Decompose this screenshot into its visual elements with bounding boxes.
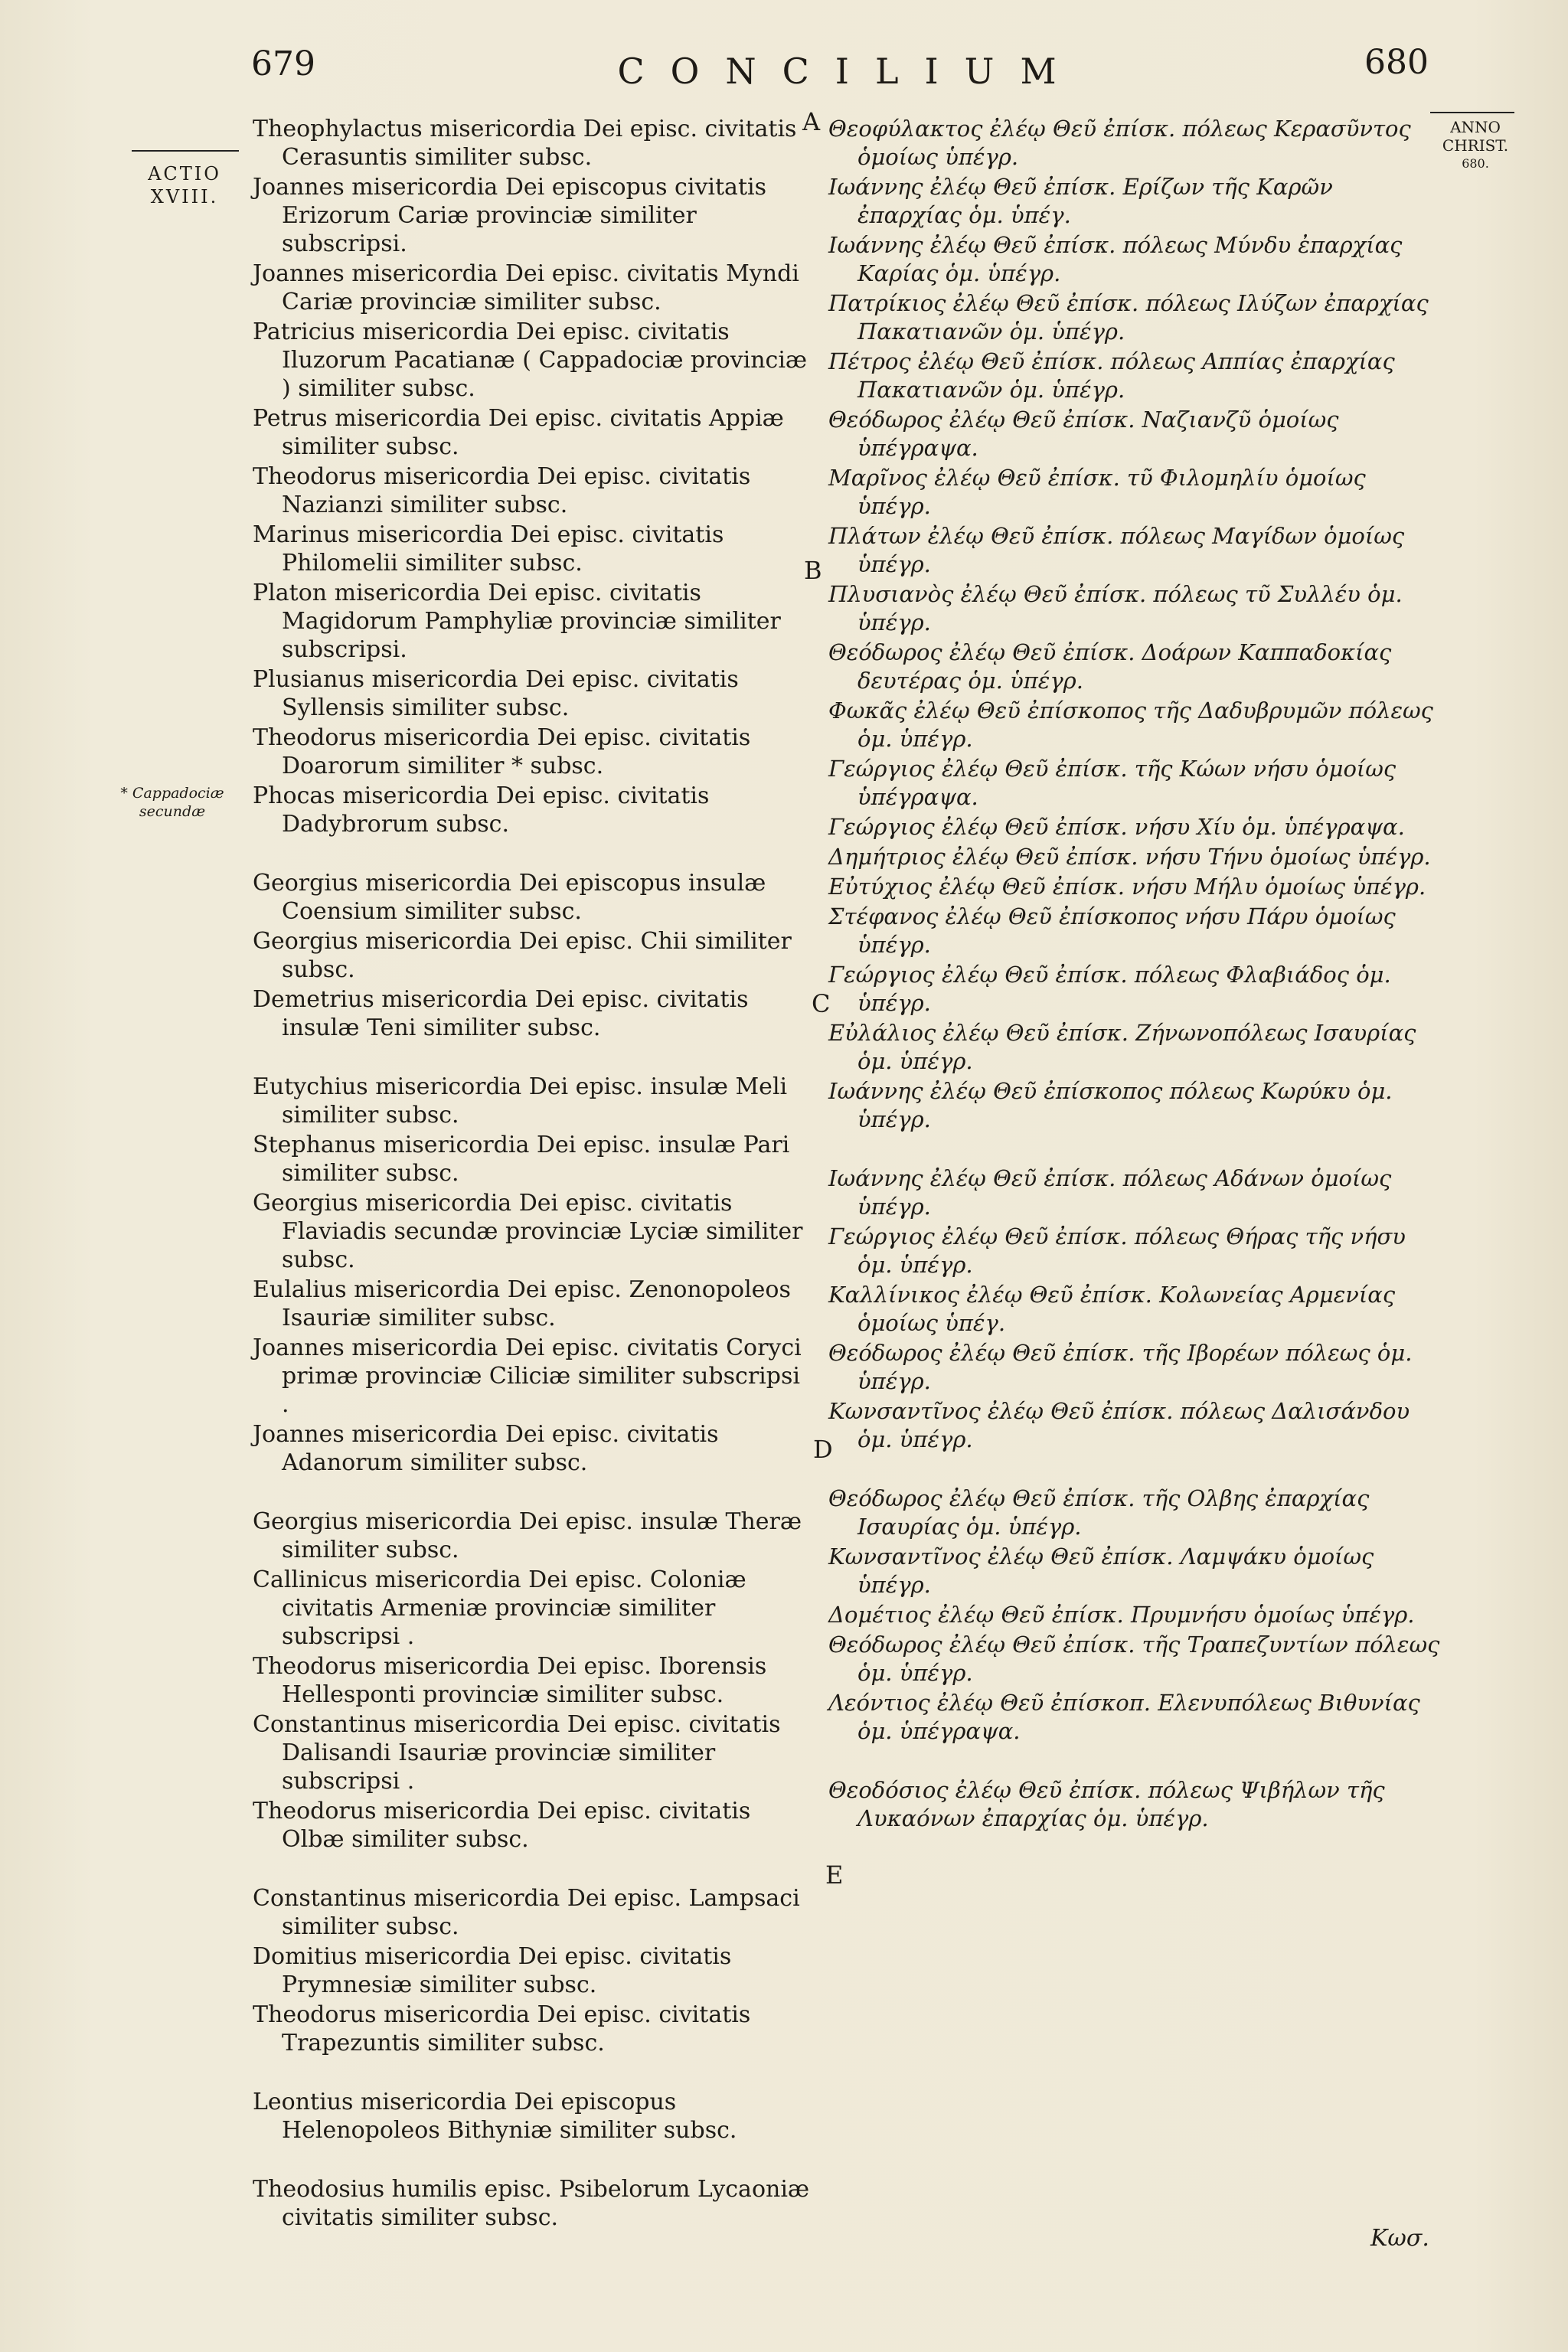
greek-entry: Λεόντιος ἐλέῳ Θεῦ ἐπίσκοπ. Ελενυπόλεως Βιθυνίας ὁμ. ὑπέγραψα. [828, 1690, 1420, 1744]
latin-entry: Stephanus misericordia Dei episc. insulæ Pari similiter subsc. [253, 1132, 790, 1187]
latin-entry: Leontius misericordia Dei episcopus Helenopoleos Bithyniæ similiter subsc. [253, 2089, 737, 2144]
latin-entry: Petrus misericordia Dei episc. civitatis Appiæ similiter subsc. [253, 405, 784, 460]
margin-label-right [1433, 118, 1517, 173]
greek-entry: Δημήτριος ἐλέῳ Θεῦ ἐπίσκ. νήσυ Τήνυ ὁμοίως ὑπέγρ. [828, 844, 1431, 870]
greek-entry: Γεώργιος ἐλέῳ Θεῦ ἐπίσκ. πόλεως Φλαβιάδος ὁμ. ὑπέγρ. [828, 962, 1391, 1016]
greek-column [828, 115, 1441, 1834]
latin-entry: Georgius misericordia Dei episcopus insulæ Coensium similiter subsc. [253, 870, 766, 925]
christ-label: CHRIST. [1442, 136, 1509, 155]
latin-entry: Theodorus misericordia Dei episc. civitatis Olbæ similiter subsc. [253, 1798, 751, 1853]
greek-entry: Κωνσαντῖνος ἐλέῳ Θεῦ ἐπίσκ. Λαμψάκυ ὁμοίως ὑπέγρ. [828, 1544, 1374, 1598]
margin-note [115, 784, 230, 821]
page-number-left: 679 [251, 44, 315, 83]
greek-entry: Δομέτιος ἐλέῳ Θεῦ ἐπίσκ. Πρυμνήσυ ὁμοίως ὑπέγρ. [828, 1602, 1415, 1628]
greek-entry: Ιωάννης ἐλέῳ Θεῦ ἐπίσκοπος πόλεως Κωρύκυ ὁμ. ὑπέγρ. [828, 1078, 1393, 1132]
greek-entry: Θεόδωρος ἐλέῳ Θεῦ ἐπίσκ. Ναζιανζῦ ὁμοίως ὑπέγραψα. [828, 407, 1339, 461]
greek-entry: Θεοδόσιος ἐλέῳ Θεῦ ἐπίσκ. πόλεως Ψιβήλων τῆς Λυκαόνων ἐπαρχίας ὁμ. ὑπέγρ. [828, 1777, 1385, 1831]
running-title: CONCILIUM [617, 51, 1083, 92]
latin-entry: Phocas misericordia Dei episc. civitatis Dadybrorum subsc. [253, 782, 710, 838]
latin-entry: Joannes misericordia Dei episc. civitatis Adanorum similiter subsc. [253, 1421, 719, 1476]
actio-label: ACTIO [148, 163, 221, 185]
catchword: Κωσ. [1370, 2225, 1429, 2252]
greek-entry: Ιωάννης ἐλέῳ Θεῦ ἐπίσκ. πόλεως Μύνδυ ἐπαρχίας Καρίας ὁμ. ὑπέγρ. [828, 232, 1403, 286]
latin-entry: Theodosius humilis episc. Psibelorum Lycaoniæ civitatis similiter subsc. [253, 2176, 810, 2231]
latin-entry: Georgius misericordia Dei episc. civitatis Flaviadis secundæ provinciæ Lyciæ similiter subsc. [253, 1190, 803, 1273]
greek-entry: Πλάτων ἐλέῳ Θεῦ ἐπίσκ. πόλεως Μαγίδων ὁμοίως ὑπέγρ. [828, 523, 1405, 577]
greek-entry: Πέτρος ἐλέῳ Θεῦ ἐπίσκ. πόλεως Αππίας ἐπαρχίας Πακατιανῶν ὁμ. ὑπέγρ. [828, 348, 1395, 403]
latin-entry: Demetrius misericordia Dei episc. civitatis insulæ Teni similiter subsc. [253, 986, 749, 1041]
greek-entry: Κωνσαντῖνος ἐλέῳ Θεῦ ἐπίσκ. πόλεως Δαλισάνδου ὁμ. ὑπέγρ. [828, 1398, 1410, 1452]
section-letter-c: C [812, 989, 831, 1018]
latin-entry: Patricius misericordia Dei episc. civitatis Iluzorum Pacatianæ ( Cappadociæ provinciæ ) similiter subsc. [253, 318, 808, 402]
greek-entry: Θεόδωρος ἐλέῳ Θεῦ ἐπίσκ. τῆς Τραπεζυντίων πόλεως ὁμ. ὑπέγρ. [828, 1632, 1440, 1686]
margin-note-line-1: * Cappadociæ [120, 785, 224, 802]
latin-entry: Theodorus misericordia Dei episc. civitatis Doarorum similiter * subsc. [253, 724, 751, 779]
greek-entry: Πλυσιανὸς ἐλέῳ Θεῦ ἐπίσκ. πόλεως τῦ Συλλέυ ὁμ. ὑπέγρ. [828, 581, 1403, 635]
greek-entry: Ιωάννης ἐλέῳ Θεῦ ἐπίσκ. Ερίζων τῆς Καρῶν ἐπαρχίας ὁμ. ὑπέγ. [828, 174, 1333, 228]
margin-label-left [127, 162, 242, 208]
greek-entry: Γεώργιος ἐλέῳ Θεῦ ἐπίσκ. νήσυ Χίυ ὁμ. ὑπέγραψα. [828, 814, 1405, 840]
greek-entry: Πατρίκιος ἐλέῳ Θεῦ ἐπίσκ. πόλεως Ιλύζων ἐπαρχίας Πακατιανῶν ὁμ. ὑπέγρ. [828, 290, 1429, 345]
greek-entry: Εὐτύχιος ἐλέῳ Θεῦ ἐπίσκ. νήσυ Μήλυ ὁμοίως ὑπέγρ. [828, 874, 1426, 900]
greek-entry: Στέφανος ἐλέῳ Θεῦ ἐπίσκοπος νήσυ Πάρυ ὁμοίως ὑπέγρ. [828, 903, 1396, 958]
margin-note-line-2: secundæ [139, 803, 206, 820]
latin-entry: Marinus misericordia Dei episc. civitatis Philomelii similiter subsc. [253, 521, 724, 577]
latin-entry: Plusianus misericordia Dei episc. civitatis Syllensis similiter subsc. [253, 666, 739, 721]
latin-entry: Platon misericordia Dei episc. civitatis Magidorum Pamphyliæ provinciæ similiter subscripsi. [253, 580, 781, 663]
page-number-right: 680 [1364, 43, 1429, 82]
actio-number: XVIII. [150, 186, 219, 207]
greek-entry: Θεοφύλακτος ἐλέῳ Θεῦ ἐπίσκ. πόλεως Κερασῦντος ὁμοίως ὑπέγρ. [828, 116, 1411, 170]
greek-entry: Εὐλάλιος ἐλέῳ Θεῦ ἐπίσκ. Ζήνωνοπόλεως Ισαυρίας ὁμ. ὑπέγρ. [828, 1020, 1416, 1074]
latin-entry: Theodorus misericordia Dei episc. civitatis Nazianzi similiter subsc. [253, 463, 751, 518]
anno-label: ANNO [1450, 118, 1501, 136]
latin-entry: Constantinus misericordia Dei episc. civitatis Dalisandi Isauriæ provinciæ similiter subscripsi . [253, 1711, 781, 1795]
greek-entry: Θεόδωρος ἐλέῳ Θεῦ ἐπίσκ. τῆς Ιβορέων πόλεως ὁμ. ὑπέγρ. [828, 1340, 1413, 1394]
latin-entry: Georgius misericordia Dei episc. Chii similiter subsc. [253, 928, 792, 983]
latin-entry: Constantinus misericordia Dei episc. Lampsaci similiter subsc. [253, 1885, 800, 1940]
greek-entry: Μαρῖνος ἐλέῳ Θεῦ ἐπίσκ. τῦ Φιλομηλίυ ὁμοίως ὑπέγρ. [828, 465, 1366, 519]
margin-rule-left [132, 150, 239, 152]
latin-entry: Callinicus misericordia Dei episc. Coloniæ civitatis Armeniæ provinciæ similiter subscripsi . [253, 1566, 746, 1650]
greek-entry: Γεώργιος ἐλέῳ Θεῦ ἐπίσκ. τῆς Κώων νήσυ ὁμοίως ὑπέγραψα. [828, 756, 1396, 810]
year-label: 680. [1462, 156, 1489, 171]
latin-entry: Domitius misericordia Dei episc. civitatis Prymnesiæ similiter subsc. [253, 1943, 732, 1998]
latin-entry: Eutychius misericordia Dei episc. insulæ Meli similiter subsc. [253, 1073, 788, 1129]
latin-entry: Theophylactus misericordia Dei episc. civitatis Cerasuntis similiter subsc. [253, 116, 797, 171]
latin-entry: Eulalius misericordia Dei episc. Zenonopoleos Isauriæ similiter subsc. [253, 1276, 791, 1331]
section-letter-a: A [802, 107, 821, 136]
section-letter-b: B [804, 556, 822, 585]
greek-entry: Γεώργιος ἐλέῳ Θεῦ ἐπίσκ. πόλεως Θήρας τῆς νήσυ ὁμ. ὑπέγρ. [828, 1223, 1406, 1278]
latin-entry: Joannes misericordia Dei episc. civitatis Coryci primæ provinciæ Ciliciæ similiter subscripsi . [253, 1334, 802, 1418]
section-letter-d: D [813, 1435, 833, 1464]
margin-rule-right [1430, 112, 1514, 113]
latin-column [253, 115, 812, 2233]
latin-entry: Georgius misericordia Dei episc. insulæ Theræ similiter subsc. [253, 1508, 802, 1563]
latin-entry: Joannes misericordia Dei episcopus civitatis Erizorum Cariæ provinciæ similiter subscripsi. [253, 174, 766, 257]
greek-entry: Καλλίνικος ἐλέῳ Θεῦ ἐπίσκ. Κολωνείας Αρμενίας ὁμοίως ὑπέγ. [828, 1282, 1396, 1336]
latin-entry: Joannes misericordia Dei episc. civitatis Myndi Cariæ provinciæ similiter subsc. [253, 260, 799, 315]
section-letter-e: E [825, 1860, 844, 1890]
greek-entry: Ιωάννης ἐλέῳ Θεῦ ἐπίσκ. πόλεως Αδάνων ὁμοίως ὑπέγρ. [828, 1165, 1392, 1220]
greek-entry: Θεόδωρος ἐλέῳ Θεῦ ἐπίσκ. Δοάρων Καππαδοκίας δευτέρας ὁμ. ὑπέγρ. [828, 639, 1392, 694]
latin-entry: Theodorus misericordia Dei episc. civitatis Trapezuntis similiter subsc. [253, 2001, 751, 2056]
greek-entry: Φωκᾶς ἐλέῳ Θεῦ ἐπίσκοπος τῆς Δαδυβρυμῶν πόλεως ὁμ. ὑπέγρ. [828, 697, 1433, 752]
latin-entry: Theodorus misericordia Dei episc. Iborensis Hellesponti provinciæ similiter subsc. [253, 1653, 767, 1708]
greek-entry: Θεόδωρος ἐλέῳ Θεῦ ἐπίσκ. τῆς Ολβης ἐπαρχίας Ισαυρίας ὁμ. ὑπέγρ. [828, 1485, 1370, 1540]
